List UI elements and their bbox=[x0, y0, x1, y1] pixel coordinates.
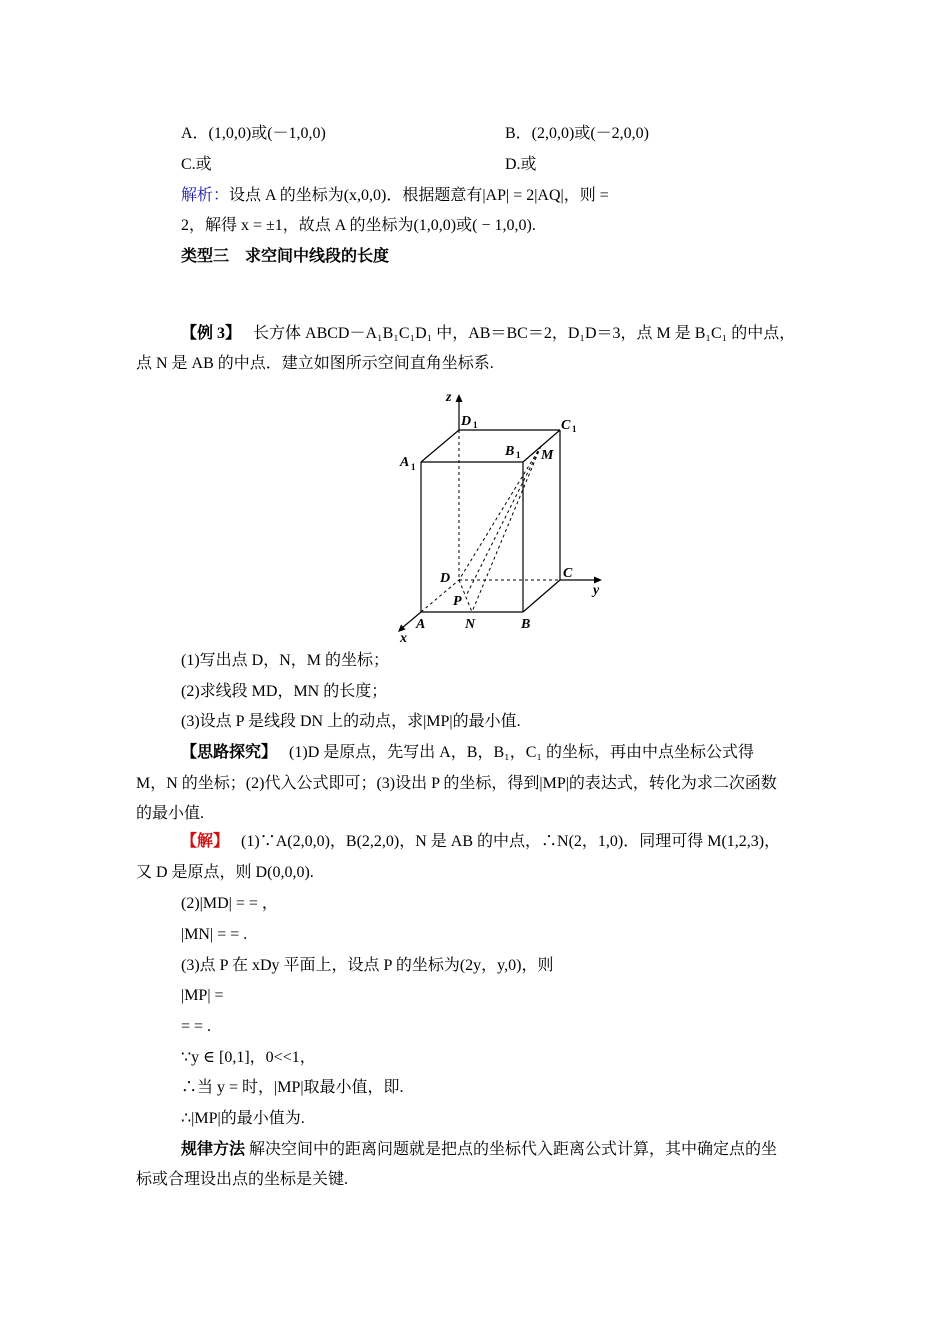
solution-line1 bbox=[181, 831, 780, 853]
label-b1: B bbox=[505, 444, 515, 459]
idea-line2: M，N 的坐标；(2)代入公式即可；(3)设出 P 的坐标，得到|MP|的表达式，转化为求二次函数 bbox=[136, 775, 777, 792]
example-text1: 长方体 ABCD－A₁B₁C₁D₁ 中，AB＝BC＝2，D₁D＝3，点 M 是 B₁C₁ 的中点， bbox=[253, 325, 796, 342]
label-m: M bbox=[541, 448, 554, 463]
label-n: N bbox=[465, 617, 476, 632]
label-c: C bbox=[563, 566, 573, 581]
solution-line7: = = . bbox=[181, 1018, 212, 1035]
segment-mp bbox=[466, 446, 541, 596]
solution-line3: (2)|MD| = = ， bbox=[181, 895, 278, 912]
question-3: (3)设点 P 是线段 DN 上的动点，求|MP|的最小值. bbox=[181, 713, 521, 730]
solution-line2: 又 D 是原点，则 D(0,0,0). bbox=[136, 864, 314, 881]
idea-text1: (1)D 是原点，先写出 A，B，B₁，C₁ 的坐标，再由中点坐标公式得 bbox=[289, 744, 754, 761]
label-x: x bbox=[400, 631, 407, 646]
option-a: A．(1,0,0)或(－1,0,0) bbox=[181, 125, 326, 142]
analysis-line2: 2，解得 x = ±1，故点 A 的坐标为(1,0,0)或( − 1,0,0). bbox=[181, 217, 536, 234]
solution-line6: |MP| = bbox=[181, 987, 224, 1004]
method-line2: 标或合理设出点的坐标是关键. bbox=[136, 1171, 349, 1188]
label-a1-sub: 1 bbox=[411, 462, 416, 472]
solution-line5: (3)点 P 在 xDy 平面上，设点 P 的坐标为(2y，y,0)，则 bbox=[181, 957, 554, 974]
solution-line10: ∴|MP|的最小值为. bbox=[181, 1110, 305, 1127]
label-d1: D bbox=[461, 414, 472, 429]
analysis-line1 bbox=[181, 185, 609, 207]
method-line1 bbox=[181, 1139, 777, 1161]
label-p: P bbox=[453, 594, 462, 609]
analysis-text1: 设点 A 的坐标为(x,0,0)．根据题意有|AP| = 2|AQ|，则 = bbox=[229, 187, 609, 204]
example-line1 bbox=[181, 323, 795, 345]
label-d1-sub: 1 bbox=[473, 420, 478, 430]
idea-line3: 的最小值. bbox=[136, 805, 205, 822]
question-2: (2)求线段 MD，MN 的长度； bbox=[181, 683, 388, 700]
option-c: C.或 bbox=[181, 156, 212, 173]
segment-md bbox=[459, 446, 541, 580]
example-line2: 点 N 是 AB 的中点．建立如图所示空间直角坐标系. bbox=[136, 355, 494, 372]
analysis-label: 解析： bbox=[181, 187, 230, 204]
segment-mn bbox=[472, 446, 541, 612]
option-d: D.或 bbox=[505, 156, 537, 173]
idea-label: 【思路探究】 bbox=[181, 744, 270, 761]
solution-line9: ∴当 y = 时，|MP|取最小值，即. bbox=[181, 1079, 404, 1096]
label-y: y bbox=[593, 583, 600, 598]
label-c1: C bbox=[561, 418, 571, 433]
label-c1-sub: 1 bbox=[572, 424, 577, 434]
example-label: 【例 3】 bbox=[181, 325, 234, 342]
section-title: 类型三 求空间中线段的长度 bbox=[181, 248, 390, 265]
solution-line8: ∵y ∈ [0,1]，0<<1， bbox=[181, 1049, 316, 1066]
cuboid-figure bbox=[380, 386, 610, 646]
method-label: 规律方法 bbox=[181, 1141, 246, 1158]
idea-line1 bbox=[181, 742, 754, 764]
solution-label: 【解】 bbox=[181, 833, 222, 850]
label-d: D bbox=[440, 571, 451, 586]
z-arrow bbox=[456, 394, 463, 402]
solution-line4: |MN| = = . bbox=[181, 926, 248, 943]
label-a: A bbox=[416, 617, 426, 632]
question-1: (1)写出点 D，N，M 的坐标； bbox=[181, 652, 389, 669]
label-b: B bbox=[521, 617, 531, 632]
option-b: B．(2,0,0)或(－2,0,0) bbox=[505, 125, 649, 142]
solution-text1: (1)∵A(2,0,0)，B(2,2,0)，N 是 AB 的中点，∴N(2，1,0)．同理可得 M(1,2,3)， bbox=[241, 833, 781, 850]
edge-a1d1 bbox=[421, 430, 459, 462]
label-a1: A bbox=[400, 455, 410, 470]
label-z: z bbox=[446, 390, 452, 405]
label-b1-sub: 1 bbox=[516, 450, 521, 460]
edge-bc bbox=[523, 580, 560, 612]
method-text1: 解决空间中的距离问题就是把点的坐标代入距离公式计算，其中确定点的坐 bbox=[249, 1141, 778, 1158]
